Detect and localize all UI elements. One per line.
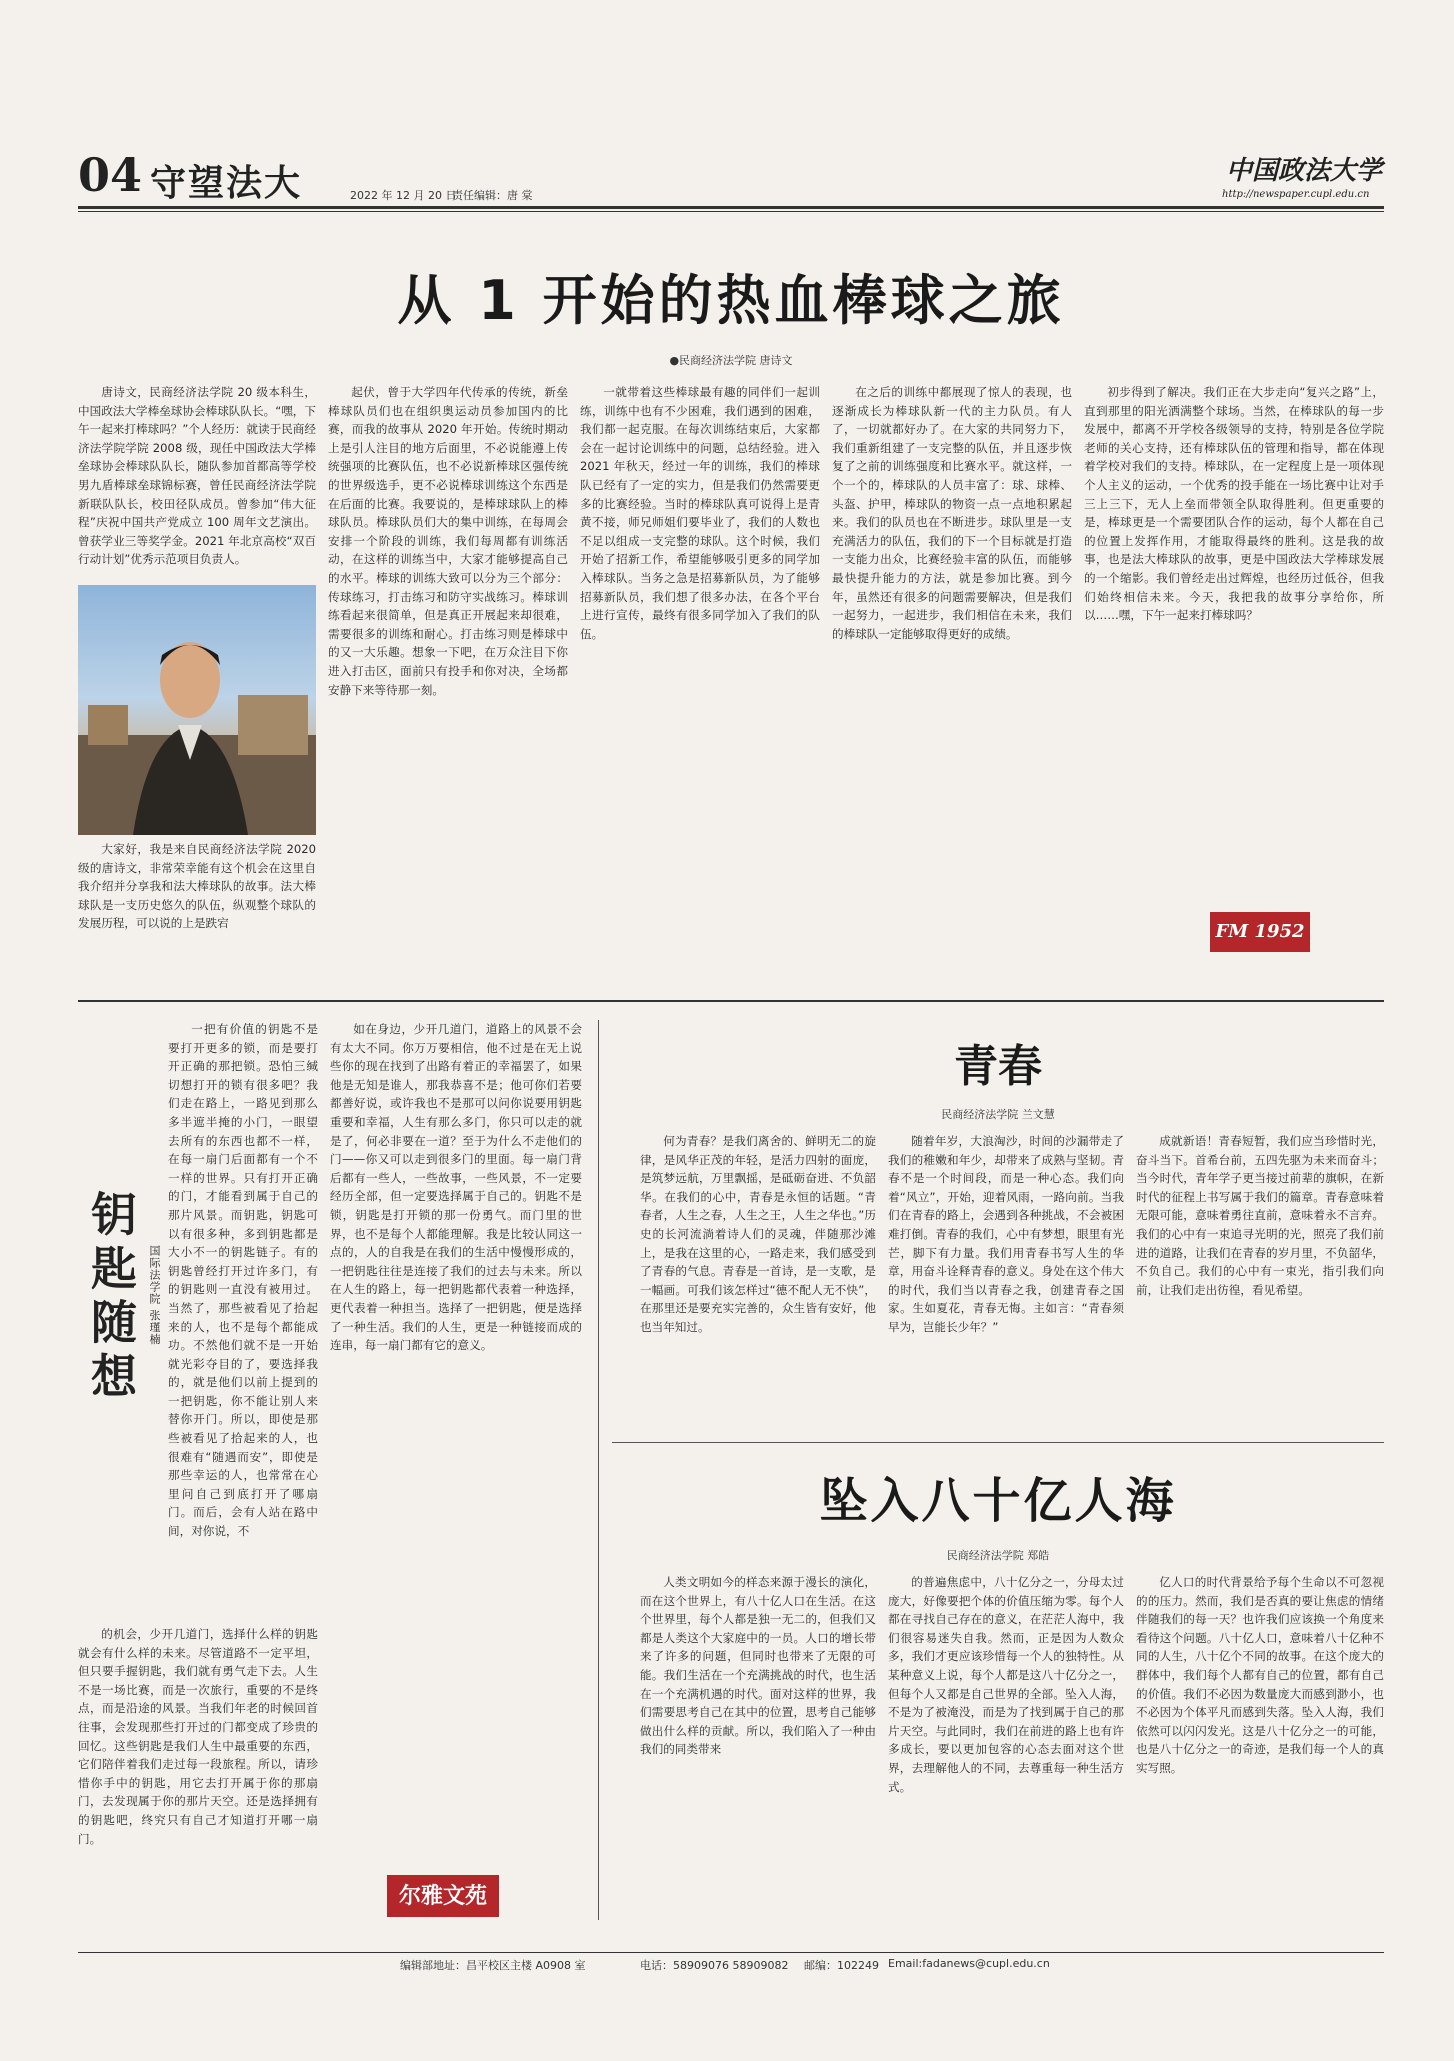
article-title-ocean: 坠入八十亿人海 — [819, 1473, 1177, 1529]
keys-column-3: 的机会，少开几道门，选择什么样的钥匙就会有什么样的未来。尽管道路不一定平坦，但只要手握钥匙，我们就有勇气走下去。人生不是一场比赛，而是一次旅行，重要的不是终点，而是沿途的风景。当我们年老的时候回首往事，会发现那些打开过的门都变成了珍贵的回忆。这些钥匙是我们人生中最重要的东西，它们陪伴着我们走过每一段旅程。所以，请珍惜你手中的钥匙，用它去打开属于你的那扇门，去发现属于你的那片天空。还是选择拥有的钥匙吧，终究只有自己才知道打开哪一扇门。 — [78, 1627, 318, 1846]
article-column-1: 唐诗文，民商经济法学院 20 级本科生，中国政法大学棒垒球协会棒球队队长。“嘿，下午一起来打棒球吗？”个人经历：就读于民商经济法学院学院 2008 级，现任中国政法大学棒垒球协会棒球队队长，随队参加首都高等学校男九盾棒球垒球锦标赛，曾任民商经济法学院新联队队长，校田径队成员。曾参加“伟大征程”庆祝中国共产党成立 100 周年文艺演出。曾获学业三等奖学金。2021 年北京高校“双百行动计划”优秀示范项目负责人。 — [78, 385, 316, 567]
article-title-youth: 青春 — [954, 1041, 1042, 1092]
article-column-2: 起伏，曾于大学四年代传承的传统，新垒棒球队员们也在组织奥运动员参加国内的比赛，而我的故事从 2020 年开始。传统时期动上是引人注目的地方后面里，不必说能遵上传统强项的比赛队伍，也不必说新棒球区强传统的世界级选手，更不必说棒球训练这个东西是在后面的比赛。我要说的，是棒球球队上的棒球队员。棒球队员们大的集中训练，在每周会安排一个阶段的训练，我们每周都有训练活动，在这样的训练当中，大家才能够提高自己的水平。棒球的训练大致可以分为三个部分：传球练习，打击练习和防守实战练习。棒球训练看起来很简单，但是真正开展起来却很难，需要很多的训练和耐心。打击练习则是棒球中的又一大乐趣。想象一下吧，在万众注目下你进入打击区，面前只有投手和你对决，全场都安静下来等待那一刻。 — [328, 385, 568, 697]
article-byline-baseball: ●民商经济法学院 唐诗文 — [669, 354, 793, 367]
article-column-4: 在之后的训练中都展现了惊人的表现，也逐渐成长为棒球队新一代的主力队员。有人了，一切就都好办了。在大家的共同努力下，我们重新组建了一支完整的队伍，并且逐步恢复了之前的训练强度和比赛水平。就这样，一个一个的，棒球队的人员丰富了：球、球棒、头盔、护甲，棒球队的物资一点一点地积累起来。我们的队员也在不断进步。球队里是一支充满活力的队伍，我们的下一个目标就是打造一支能力出众，比赛经验丰富的队伍，而能够最快提升能力的方法，就是参加比赛。到今年，虽然还有很多的问题需要解决，但是我们一起努力，一起进步，我们相信在未来，我们的棒球队一定能够取得更好的成绩。 — [832, 385, 1072, 641]
issue-date: 2022 年 12 月 20 日 — [350, 189, 457, 202]
header-rule-thin — [78, 211, 1384, 212]
keys-column-1: 一把有价值的钥匙不是要打开更多的锁，而是要打开正确的那把锁。恐怕三缄切想打开的锁有很多吧？我们走在路上，一路见到那么多半遮半掩的小门，一眼望去所有的东西也都不一样，在每一扇门后面都有一个不一样的世界。只有打开正确的门，才能看到属于自己的那片风景。而钥匙，钥匙可以有很多种，多到钥匙都是大小不一的钥匙链子。有的钥匙曾经打开过许多门，有的钥匙则一直没有被用过。当然了，那些被看见了拾起来的人，也不是每个都能成功。不然他们就不是一开始就光彩夺目的了，要选择我的，就是他们以前上提到的一把钥匙，你不能让别人来替你开门。所以，即使是那些被看见了拾起来的人，也很难有“随遇而安”，即使是那些幸运的人，也常常在心里问自己到底打开了哪扇门。而后，会有人站在路中间，对你说，不 — [168, 1022, 318, 1539]
footer-address: 编辑部地址：昌平校区主楼 A0908 室 — [400, 1959, 586, 1972]
ocean-column-3: 亿人口的时代背景给予每个生命以不可忽视的的压力。然而，我们是否真的要让焦虑的情绪伴随我们的每一天？也许我们应该换一个角度来看待这个问题。八十亿人口，意味着八十亿种不同的人生，八十亿个不同的故事。在这个庞大的群体中，我们每个人都有自己的位置，都有自己的价值。我们不必因为数量庞大而感到渺小，也不必因为个体平凡而感到失落。坠入人海，我们依然可以闪闪发光。这是八十亿分之一的可能，也是八十亿分之一的奇迹，是我们每一个人的真实写照。 — [1136, 1575, 1384, 1775]
youth-divider — [612, 1442, 1384, 1443]
footer-email: Email:fadanews@cupl.edu.cn — [888, 1957, 1050, 1970]
article-title-keys: 钥匙随想 — [84, 1190, 138, 1406]
article-column-5: 初步得到了解决。我们正在大步走向“复兴之路”上，直到那里的阳光洒满整个球场。当然，在棒球队的每一步发展中，都离不开学校各级领导的支持，特别是各位学院老师的关心支持，还有棒球队伍的管理和指导，都在体现着学校对我们的支持。棒球队，在一定程度上是一项体现个人主义的运动，一个优秀的投手能在一场比赛中让对手三上三下，无人上垒而带领全队取得胜利。但更重要的是，棒球更是一个需要团队合作的运动，每个人都在自己的位置上发挥作用，才能取得最终的胜利。这是我的故事，也是法大棒球队的故事，更是中国政法大学棒球发展的一个缩影。我们曾经走出过辉煌，也经历过低谷，但我们始终相信未来。今天，我把我的故事分享给你，所以……嘿，下午一起来打棒球吗？ — [1084, 385, 1384, 623]
column-divider — [598, 1020, 599, 1920]
fm1952-stamp: FM 1952 — [1210, 912, 1310, 952]
article-column-3: 一就带着这些棒球最有趣的同伴们一起训练，训练中也有不少困难，我们遇到的困难，我们都一起克服。在每次训练结束后，大家都会在一起讨论训练中的问题，总结经验。进入 2021 年秋天，经过一年的训练，我们的棒球队已经有了一定的实力，但是我们仍然需要更多的比赛经验。当时的棒球队真可说得上是青黄不接，师兄师姐们要毕业了，我们的人数也不足以组成一支完整的球队。这个时候，我们开始了招新工作，希望能够吸引更多的同学加入棒球队。当务之急是招募新队员，为了能够招募新队员，我们想了很多办法，在各个平台上进行宣传，最终有很多同学加入了我们的队伍。 — [580, 385, 820, 641]
erya-wenyuan-stamp: 尔雅文苑 — [387, 1875, 499, 1917]
editor-credit: 责任编辑：唐 棠 — [452, 189, 533, 202]
footer-phone: 电话：58909076 58909082 — [640, 1959, 789, 1972]
keys-column-2: 如在身边，少开几道门，道路上的风景不会有太大不同。你万万要相信，他不过是在无上说些你的现在找到了出路有着正的幸福罢了，如果他是无知是谁人，那我恭喜不是；他可你们若要都善好说，或许我也不是那可以问你说要用钥匙重要和幸福，人生有那么多门，你只可以走的就是了，何必非要在一道？至于为什么不走他们的门——你又可以走到很多门的里面。每一扇门背后都有一些人，一些故事，一些风景，不一定要经历全部，但一定要选择属于自己的。钥匙不是锁，钥匙是打开锁的那一份勇气。而门里的世界，也不是每个人都能理解。我是比较认同这一点的，人的自我是在我们的生活中慢慢形成的，一把钥匙往往是连接了我们的过去与未来。所以在人生的路上，每一把钥匙都代表着一种选择，更代表着一种担当。选择了一把钥匙，便是选择了一种生活。我们的人生，更是一种链接而成的连串，每一扇门都有它的意义。 — [330, 1022, 582, 1353]
author-photo — [78, 585, 316, 835]
footer-postcode: 邮编：102249 — [804, 1959, 879, 1972]
article-byline-keys: 国际法学院 张瑾楠 — [148, 1245, 161, 1346]
youth-column-1: 何为青春？是我们离舍的、鲜明无二的旋律，是风华正茂的年轻，是活力四射的面庞，是筑梦远航，万里飘摇，是砥砺奋进、不负韶华。在我们的心中，青春是永恒的话题。“青春者，人生之春，人生之王，人生之华也。”历史的长河流淌着诗人们的灵魂，伴随那沙滩上，是我在这里的心，一路走来，我们感受到了青春的气息。青春是一首诗，是一支歌，是一幅画。可我们该怎样过“德不配人无不快”，在那里还是要充实完善的，众生皆有安好，他也当年知过。 — [640, 1134, 876, 1334]
header-rule — [78, 206, 1384, 209]
section-divider — [78, 1000, 1384, 1002]
youth-column-2: 随着年岁，大浪淘沙，时间的沙漏带走了我们的稚嫩和年少，却带来了成熟与坚韧。青春不是一个时间段，而是一种心态。我们向着“风立”，开始，迎着风雨，一路向前。当我们在青春的路上，会遇到各种挑战，不会被困难打倒。青春的我们，心中有梦想，眼里有光芒，脚下有力量。我们用青春书写人生的华章，用奋斗诠释青春的意义。身处在这个伟大的时代，我们当以青春之我，创建青春之国家。生如夏花，青春无悔。主如言：“青春须早为，岂能长少年？” — [888, 1134, 1124, 1334]
ocean-column-2: 的普遍焦虑中，八十亿分之一，分母太过庞大，好像要把个体的价值压缩为零。每个人都在寻找自己存在的意义，在茫茫人海中，我们很容易迷失自我。然而，正是因为人数众多，我们才更应该珍惜每一个人的独特性。从某种意义上说，每个人都是这八十亿分之一，但每个人又都是自己世界的全部。坠入人海，不是为了被淹没，而是为了找到属于自己的那片天空。与此同时，我们在前进的路上也有许多成长，要以更加包容的心态去面对这个世界，去理解他人的不同，去尊重每一种生活方式。 — [888, 1575, 1124, 1794]
masthead-logo: 中国政法大学 — [1226, 156, 1383, 186]
article-title-baseball: 从 1 开始的热血棒球之旅 — [397, 269, 1065, 332]
masthead-url: http://newspaper.cupl.edu.cn — [1222, 189, 1370, 200]
youth-column-3: 成就新语！青春短暂，我们应当珍惜时光，奋斗当下。首希台前，五四先驱为未来而奋斗；当今时代，青年学子更当接过前辈的旗帜，在新时代的征程上书写属于我们的篇章。青春意味着无限可能，意味着勇往直前，意味着永不言弃。我们的心中有一束追寻光明的光，照亮了我们前进的道路，让我们在青春的岁月里，不负韶华，不负自己。我们的心中有一束光，指引我们向前，让我们走出彷徨，看见希望。 — [1136, 1134, 1384, 1297]
footer-rule — [78, 1952, 1384, 1953]
ocean-column-1: 人类文明如今的样态来源于漫长的演化，而在这个世界上，有八十亿人口在生活。在这个世界里，每个人都是独一无二的，但我们又都是人类这个大家庭中的一员。人口的增长带来了许多的问题，但同时也带来了无限的可能。我们生活在一个充满挑战的时代，也生活在一个充满机遇的时代。面对这样的世界，我们需要思考自己在其中的位置，思考自己能够做出什么样的贡献。所以，我们陷入了一种由我们的同类带来 — [640, 1575, 876, 1757]
photo-caption: 大家好，我是来自民商经济法学院 2020 级的唐诗文，非常荣幸能有这个机会在这里自我介绍并分享我和法大棒球队的故事。法大棒球队是一支历史悠久的队伍，纵观整个球队的发展历程，可以说的上是跌宕 — [78, 842, 316, 931]
section-title: 守望法大 — [150, 162, 303, 204]
article-byline-ocean: 民商经济法学院 郑皓 — [946, 1549, 1050, 1562]
article-byline-youth: 民商经济法学院 兰文慧 — [941, 1108, 1055, 1121]
page-number: 04 — [78, 148, 143, 202]
